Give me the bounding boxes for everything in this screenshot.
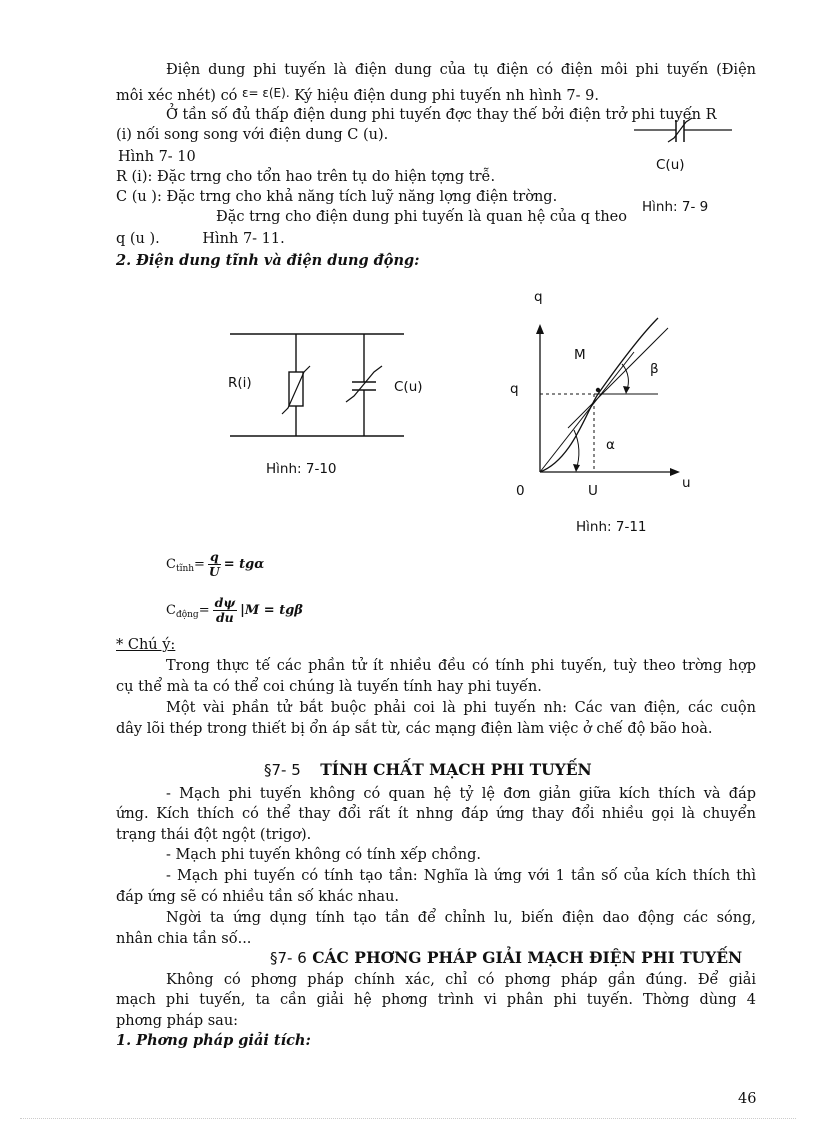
note-p1-line-2: cụ thể mà ta có thể coi chúng là tuyến tính hay phi tuyến. bbox=[116, 679, 542, 695]
fig-ref-7-10: Hình 7- 10 bbox=[118, 149, 196, 165]
fig711-beta-arc-arrow bbox=[623, 386, 630, 394]
section-7-6-heading bbox=[270, 948, 742, 967]
fig711-beta-label: β bbox=[650, 361, 659, 377]
fig711-chord-line bbox=[540, 352, 634, 472]
fig711-tangent-line bbox=[568, 328, 668, 428]
note-p2-line-2: dây lõi thép trong thiết bị ổn áp sắt từ, các mạng điện làm việc ở chế độ bão hoà. bbox=[116, 721, 713, 737]
fig711-u-axis-label: u bbox=[682, 475, 691, 491]
fig79-label: C(u) bbox=[656, 157, 685, 173]
c-description: C (u ): Đặc trng cho khả năng tích luỹ năng lợng điện trờng. bbox=[116, 189, 558, 205]
qu-line-b: Hình 7- 11. bbox=[202, 231, 285, 247]
section-7-5-title: TÍNH CHẤT MẠCH PHI TUYẾN bbox=[320, 760, 592, 779]
fig711-alpha-arc bbox=[574, 430, 579, 470]
note-label: * Chú ý: bbox=[116, 637, 176, 653]
fig711-m-label: M bbox=[574, 347, 586, 363]
fig711-point-m bbox=[596, 388, 600, 392]
static-subscript: tĩnh bbox=[175, 563, 195, 574]
epsilon-expression: ε= ε(E). bbox=[242, 86, 290, 100]
formula-dynamic-capacitance: C động = $\frac{d\psi}{du}$ |M = tgβ bbox=[166, 595, 303, 625]
intro-line-4: (i) nối song song với điện dung C (u). bbox=[116, 127, 389, 143]
fig711-q-level-label: q bbox=[510, 381, 519, 397]
fig711-q-axis-label: q bbox=[534, 289, 543, 305]
section-7-6-number: §7- 6 bbox=[270, 949, 307, 967]
s75-bullet-1-line-3: trạng thái đột ngột (trigơ). bbox=[116, 827, 312, 843]
s75-bullet-1-line-1: - Mạch phi tuyến không có quan hệ tỷ lệ đơn giản giữa kích thích và đáp bbox=[166, 786, 756, 802]
intro-line-2-a: môi xéc nhét) có bbox=[116, 88, 238, 104]
fig710-r-label: R(i) bbox=[228, 375, 252, 391]
static-denominator: U bbox=[208, 564, 220, 579]
characteristic-line: Đặc trng cho điện dung phi tuyến là quan hệ của q theo bbox=[216, 209, 627, 225]
intro-line-1: Điện dung phi tuyến là điện dung của tụ điện có điện môi phi tuyến (Điện bbox=[166, 62, 756, 78]
s75-bullet-4-line-2: nhân chia tần số... bbox=[116, 931, 252, 947]
section-7-6-title: CÁC PHƠNG PHÁP GIẢI MẠCH ĐIỆN PHI TUYẾN bbox=[312, 948, 743, 967]
s75-bullet-4-line-1: Ngời ta ứng dụng tính tạo tần để chỉnh lu, biến điện dao động các sóng, bbox=[166, 910, 756, 926]
intro-line-3: Ở tần số đủ thấp điện dung phi tuyến đợc thay thế bởi điện trở phi tuyến R bbox=[166, 107, 717, 123]
dynamic-numerator: dψ bbox=[214, 595, 236, 610]
formula-static-capacitance: C tĩnh = $\frac{q}{U}$ = tgα bbox=[166, 549, 265, 579]
section-7-5-number: §7- 5 bbox=[264, 761, 301, 779]
fig711-u-level-label: U bbox=[588, 483, 598, 499]
fig711-caption: Hình: 7-11 bbox=[576, 519, 647, 535]
s75-bullet-3-line-1: - Mạch phi tuyến có tính tạo tần: Nghĩa là ứng với 1 tần số của kích thích thì bbox=[166, 868, 756, 884]
s76-line-2: mạch phi tuyến, ta cần giải hệ phơng trình vi phân phi tuyến. Thờng dùng 4 bbox=[116, 992, 756, 1008]
page-number: 46 bbox=[738, 1091, 757, 1107]
s75-bullet-3-line-2: đáp ứng sẽ có nhiều tần số khác nhau. bbox=[116, 889, 400, 905]
fig711-u-axis-arrow bbox=[670, 468, 680, 476]
note-p1-line-1: Trong thực tế các phần tử ít nhiều đều có tính phi tuyến, tuỳ theo trờng hợp bbox=[166, 658, 756, 674]
note-p2-line-1: Một vài phần tử bắt buộc phải coi là phi tuyến nh: Các van điện, các cuộn bbox=[166, 700, 756, 716]
dynamic-fraction bbox=[213, 596, 238, 625]
fig711-alpha-arc-arrow bbox=[573, 464, 580, 472]
fig-7-9-capacitor-symbol bbox=[632, 116, 742, 156]
fig711-q-axis-arrow bbox=[536, 324, 544, 334]
s75-bullet-2: - Mạch phi tuyến không có tính xếp chồng. bbox=[166, 847, 482, 863]
fig710-caption: Hình: 7-10 bbox=[266, 461, 337, 477]
qu-line-a: q (u ). bbox=[116, 231, 160, 247]
fig710-c-label: C(u) bbox=[394, 379, 423, 395]
dynamic-denominator: du bbox=[215, 610, 234, 625]
static-fraction bbox=[208, 550, 221, 579]
qu-line bbox=[116, 230, 285, 248]
intro-line-2-b: Ký hiệu điện dung phi tuyến nh hình 7- 9. bbox=[294, 88, 599, 104]
s76-line-3: phơng pháp sau: bbox=[116, 1013, 239, 1029]
s76-line-1: Không có phơng pháp chính xác, chỉ có phơng pháp gần đúng. Để giải bbox=[166, 972, 756, 988]
footer-divider bbox=[20, 1118, 796, 1119]
heading-analytic-method: 1. Phơng pháp giải tích: bbox=[116, 1032, 311, 1049]
fig-7-11-qu-graph bbox=[522, 300, 722, 500]
s75-bullet-1-line-2: ứng. Kích thích có thể thay đổi rất ít nhng đáp ứng thay đổi nhiều gọi là chuyển bbox=[116, 806, 756, 822]
static-numerator: q bbox=[209, 549, 219, 564]
fig79-caption: Hình: 7- 9 bbox=[642, 199, 709, 215]
intro-line-2 bbox=[116, 84, 599, 105]
heading-static-dynamic-capacitance: 2. Điện dung tĩnh và điện dung động: bbox=[116, 252, 420, 269]
dynamic-rhs: |M = tgβ bbox=[240, 603, 303, 618]
static-c: C bbox=[166, 557, 176, 572]
dynamic-subscript: động bbox=[175, 609, 199, 620]
dynamic-c: C bbox=[166, 603, 176, 618]
section-7-5-heading bbox=[264, 760, 592, 779]
static-rhs: = tgα bbox=[223, 557, 265, 572]
fig711-alpha-label: α bbox=[606, 437, 615, 453]
fig711-origin-label: 0 bbox=[516, 483, 525, 499]
r-description: R (i): Đặc trng cho tổn hao trên tụ do hiện tợng trễ. bbox=[116, 169, 496, 185]
